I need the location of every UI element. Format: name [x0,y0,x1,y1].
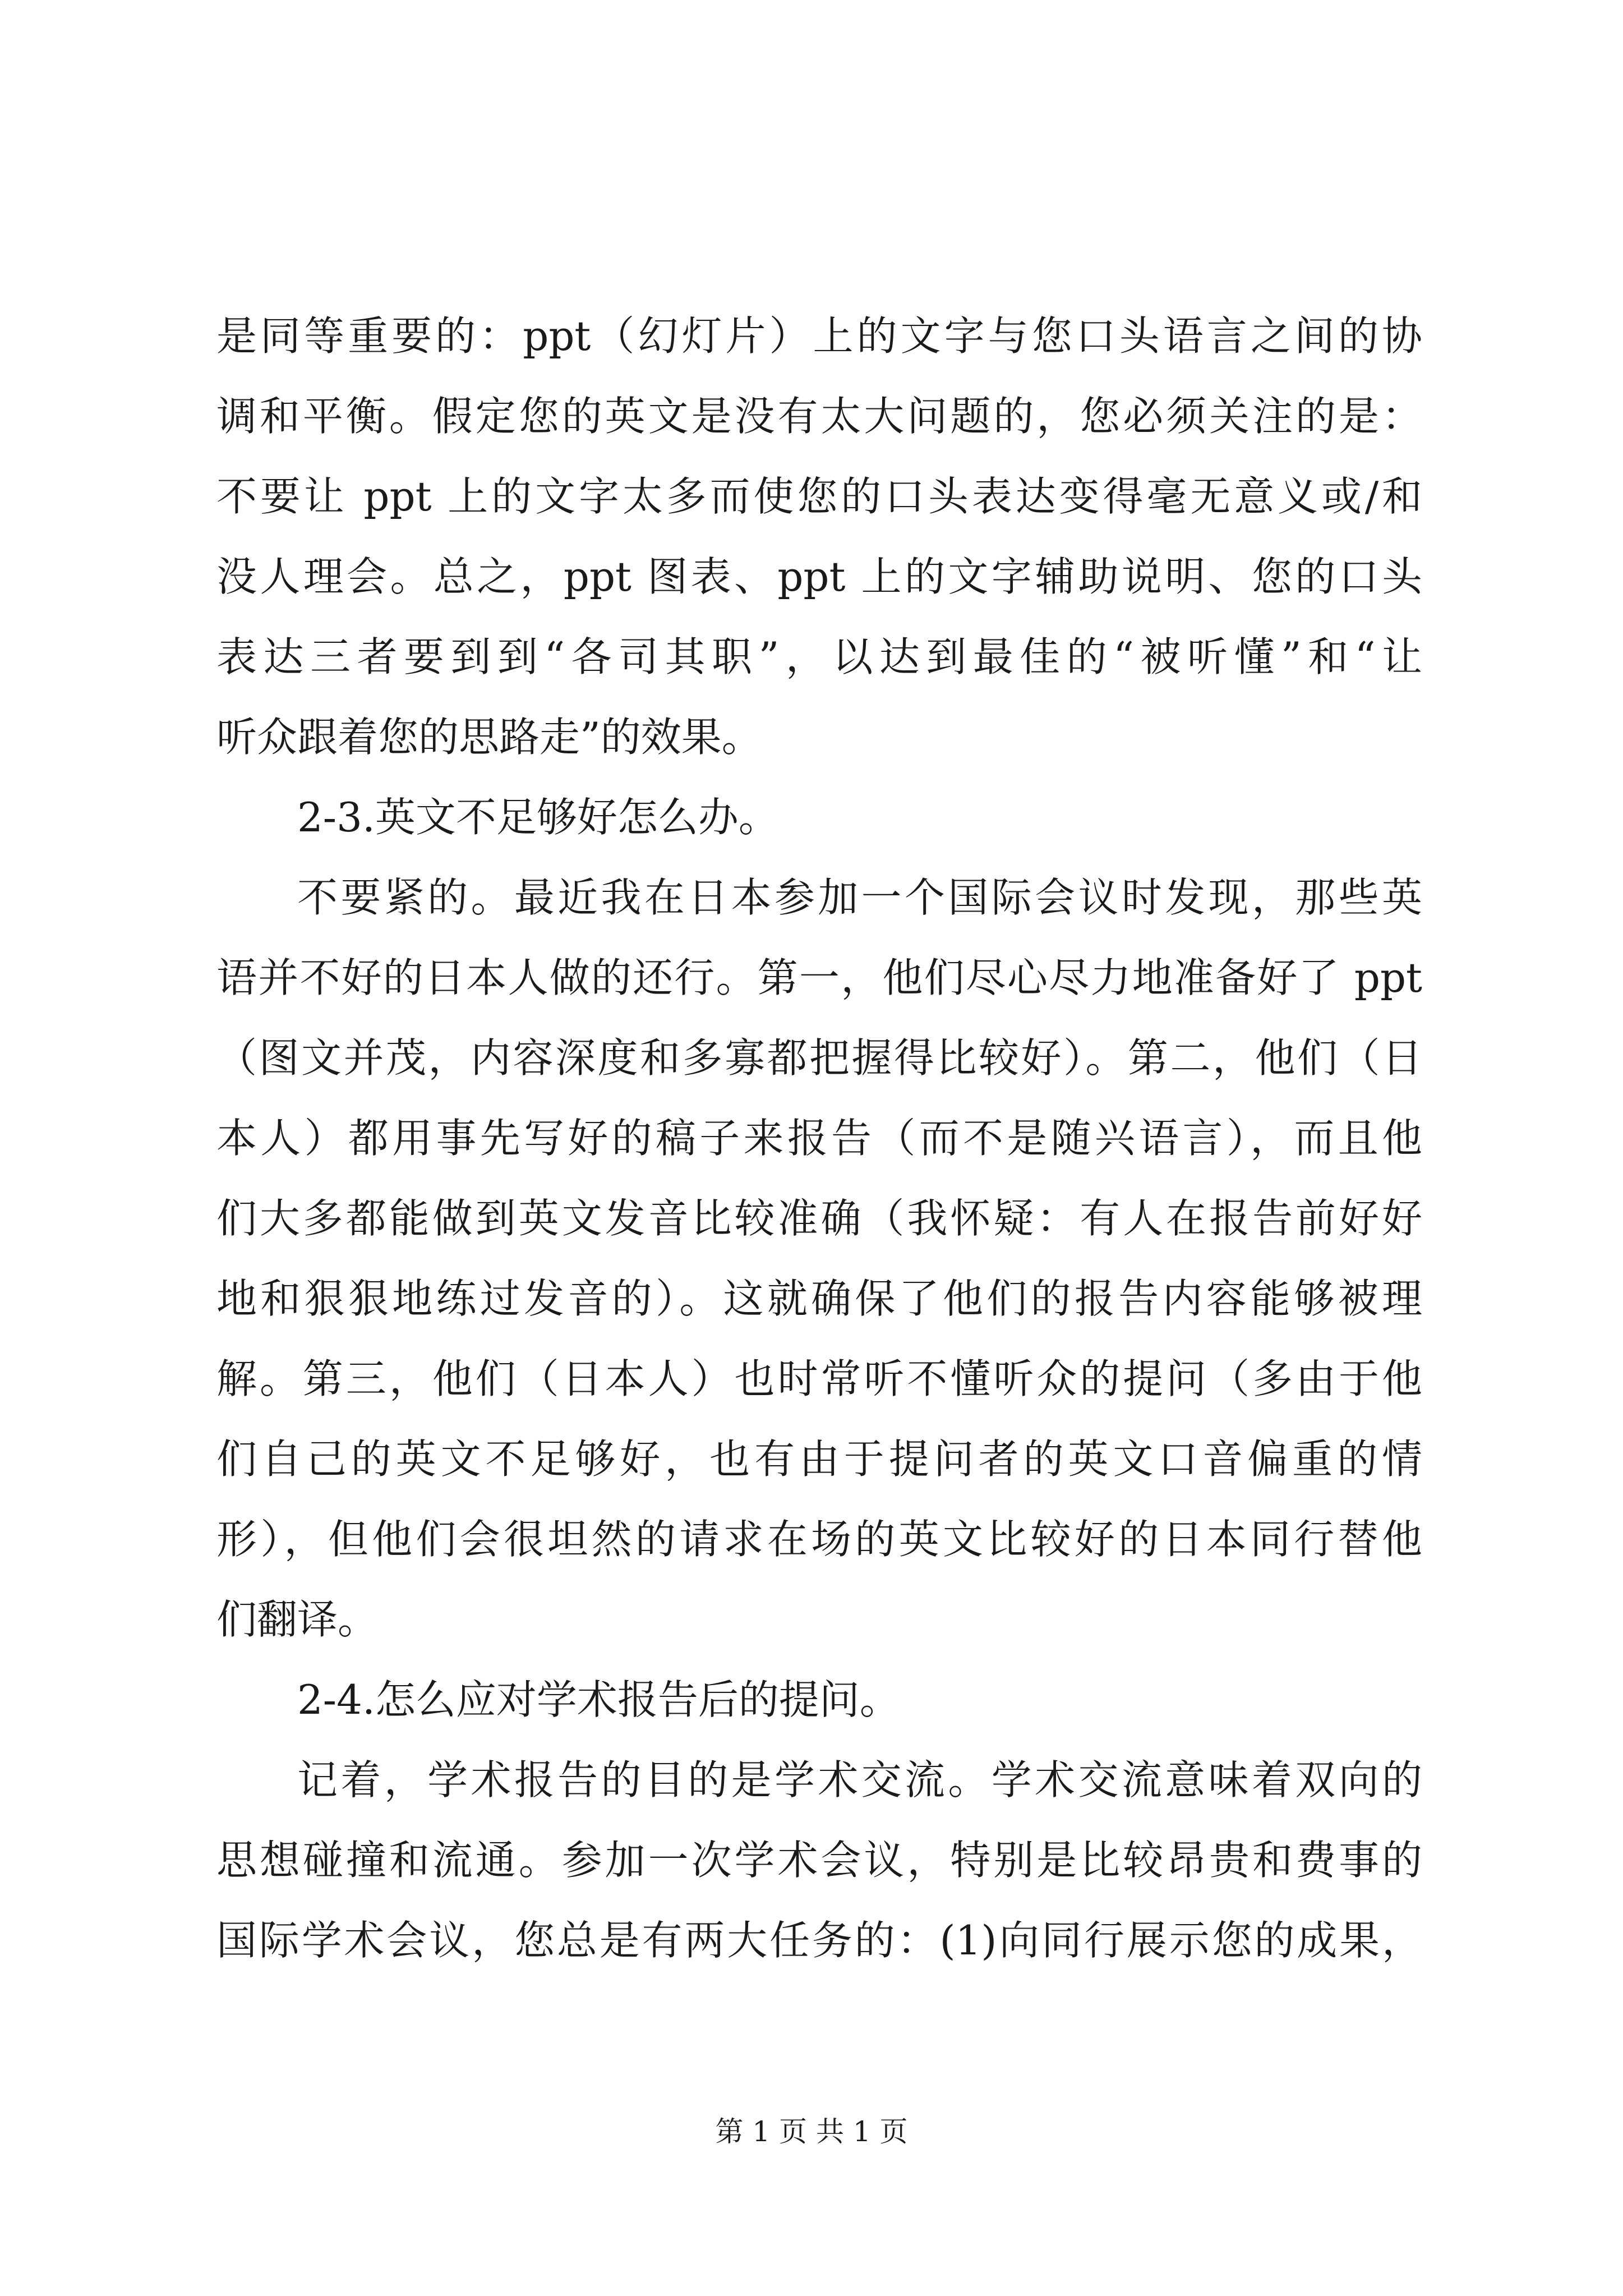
text-line: 表达三者要到到“各司其职”，以达到最佳的“被听懂”和“让 [216,633,1422,680]
text-line: 记着，学术报告的目的是学术交流。学术交流意味着双向的 [297,1756,1422,1803]
text-line: （图文并茂，内容深度和多寡都把握得比较好）。第二，他们（日 [216,1034,1422,1082]
body-text [216,296,1422,1981]
text-line: 解。第三，他们（日本人）也时常听不懂听众的提问（多由于他 [216,1355,1422,1402]
text-line: 们大多都能做到英文发音比较准确（我怀疑：有人在报告前好好 [216,1195,1422,1242]
text-line: 不要紧的。最近我在日本参加一个国际会议时发现，那些英 [297,874,1422,921]
text-line: 2-4.怎么应对学术报告后的提问。 [297,1676,900,1723]
text-line: 不要让 ppt 上的文字太多而使您的口头表达变得毫无意义或/和 [216,473,1422,520]
text-line: 语并不好的日本人做的还行。第一，他们尽心尽力地准备好了 ppt [216,954,1422,1001]
text-line: 是同等重要的：ppt（幻灯片）上的文字与您口头语言之间的协 [216,312,1422,360]
text-line: 国际学术会议，您总是有两大任务的：(1)向同行展示您的成果， [216,1917,1422,1964]
text-line: 听众跟着您的思路走”的效果。 [216,714,762,761]
text-line: 思想碰撞和流通。参加一次学术会议，特别是比较昂贵和费事的 [216,1837,1422,1884]
text-line: 地和狠狠地练过发音的）。这就确保了他们的报告内容能够被理 [216,1275,1422,1322]
page-footer: 第 1 页 共 1 页 [715,2115,908,2148]
text-line: 2-3.英文不足够好怎么办。 [297,794,779,841]
text-line: 形），但他们会很坦然的请求在场的英文比较好的日本同行替他 [216,1516,1422,1563]
text-line: 没人理会。总之，ppt 图表、ppt 上的文字辅助说明、您的口头 [216,553,1422,600]
text-line: 本人）都用事先写好的稿子来报告（而不是随兴语言），而且他 [216,1115,1422,1162]
text-line: 们自己的英文不足够好，也有由于提问者的英文口音偏重的情 [216,1435,1422,1483]
text-line: 们翻译。 [216,1596,379,1643]
text-line: 调和平衡。假定您的英文是没有太大问题的，您必须关注的是： [216,393,1422,440]
